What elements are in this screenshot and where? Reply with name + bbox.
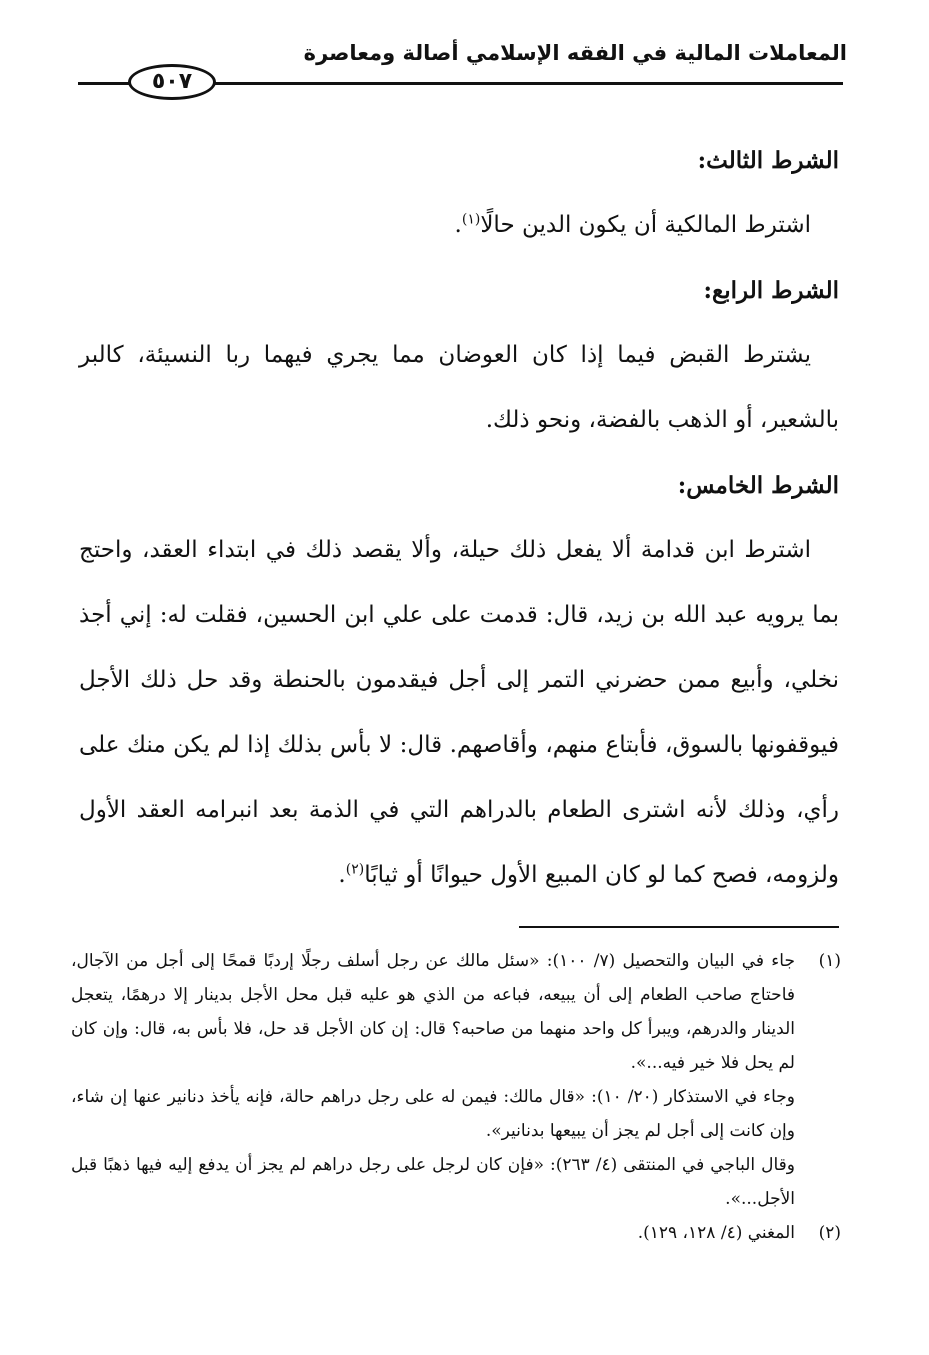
footnote-1-paragraph-3: وقال الباجي في المنتقى (٤/ ٢٦٣): «فإن كان لرجل على رجل دراهم لم يجز أن يدفع إليه فيها ذهبًا قبل الأجل...». [71,1155,796,1209]
footnotes [71,944,841,1250]
main-text [79,128,839,908]
footnote-1-number: (١) [818,951,841,971]
heading-third-condition: الشرط الثالث: [697,147,839,174]
paragraph-third-end: . [454,212,462,238]
footnote-1-paragraph-2: وجاء في الاستذكار (٢٠/ ١٠): «قال مالك: فيمن له على رجل دراهم حالة، فإنه يأخذ دنانير عنها إن شاء، وإن كانت إلى أجل لم يجز أن يبيعها بدنانير». [71,1087,795,1141]
heading-fourth-condition: الشرط الرابع: [703,277,839,304]
footnote-1-paragraph-1: جاء في البيان والتحصيل (٧/ ١٠٠): «سئل مالك عن رجل أسلف رجلًا إردبًا قمحًا إلى أجل من الآجال، فاحتاج صاحب الطعام إلى أن يبيعه، فباعه من الذي هو عليه قبل محل الأجل بدينار إلا درهمًا، يتعجل الدينار والدرهم، ويبرأ كل واحد منهما من صاحبه؟ قال: إن كان الأجل قد حل، فلا بأس به، قال: وإن كان لم يحل فلا خير فيه...». [71,951,795,1073]
footnote-separator [519,926,839,928]
footnote-2-body [71,1216,795,1250]
paragraph-fifth-condition [79,518,839,908]
paragraph-fifth-text: اشترط ابن قدامة ألا يفعل ذلك حيلة، وألا يقصد ذلك في ابتداء العقد، واحتج بما يرويه عبد الله بن زيد، قال: قدمت على علي ابن الحسين، فقلت له: إني أجذ نخلي، وأبيع ممن حضرني التمر إلى أجل فيقدمون بالحنطة وقد حل ذلك الأجل فيوقفونها بالسوق، فأبتاع منهم، وأقاصهم. قال: لا بأس بذلك إذا لم يكن منك على رأي، وذلك لأنه اشترى الطعام بالدراهم التي في الذمة بعد انبرامه العقد الأول ولزومه، فصح كما لو كان المبيع الأول حيوانًا أو ثيابًا [79,537,839,888]
footnote-ref-1[interactable]: (١) [461,211,481,228]
footnote-1 [71,944,841,1216]
heading-fifth-condition: الشرط الخامس: [677,472,839,499]
paragraph-fourth-condition: يشترط القبض فيما إذا كان العوضان مما يجري فيهما ربا النسيئة، كالبر بالشعير، أو الذهب بالفضة، ونحو ذلك. [79,342,839,433]
footnote-1-body [71,944,795,1216]
paragraph-fifth-end: . [338,862,346,888]
page-number: ٥٠٧ [128,64,216,100]
paragraph-third-text: اشترط المالكية أن يكون الدين حالًا [480,212,811,238]
footnote-ref-2[interactable]: (٢) [345,861,365,878]
paragraph-third-condition [79,193,839,258]
footnote-2 [71,1216,841,1250]
running-title: المعاملات المالية في الفقه الإسلامي أصالة ومعاصرة [303,41,847,65]
footnote-2-number: (٢) [818,1223,841,1243]
footnote-2-paragraph-1: المغني (٤/ ١٢٨، ١٢٩). [637,1223,795,1243]
